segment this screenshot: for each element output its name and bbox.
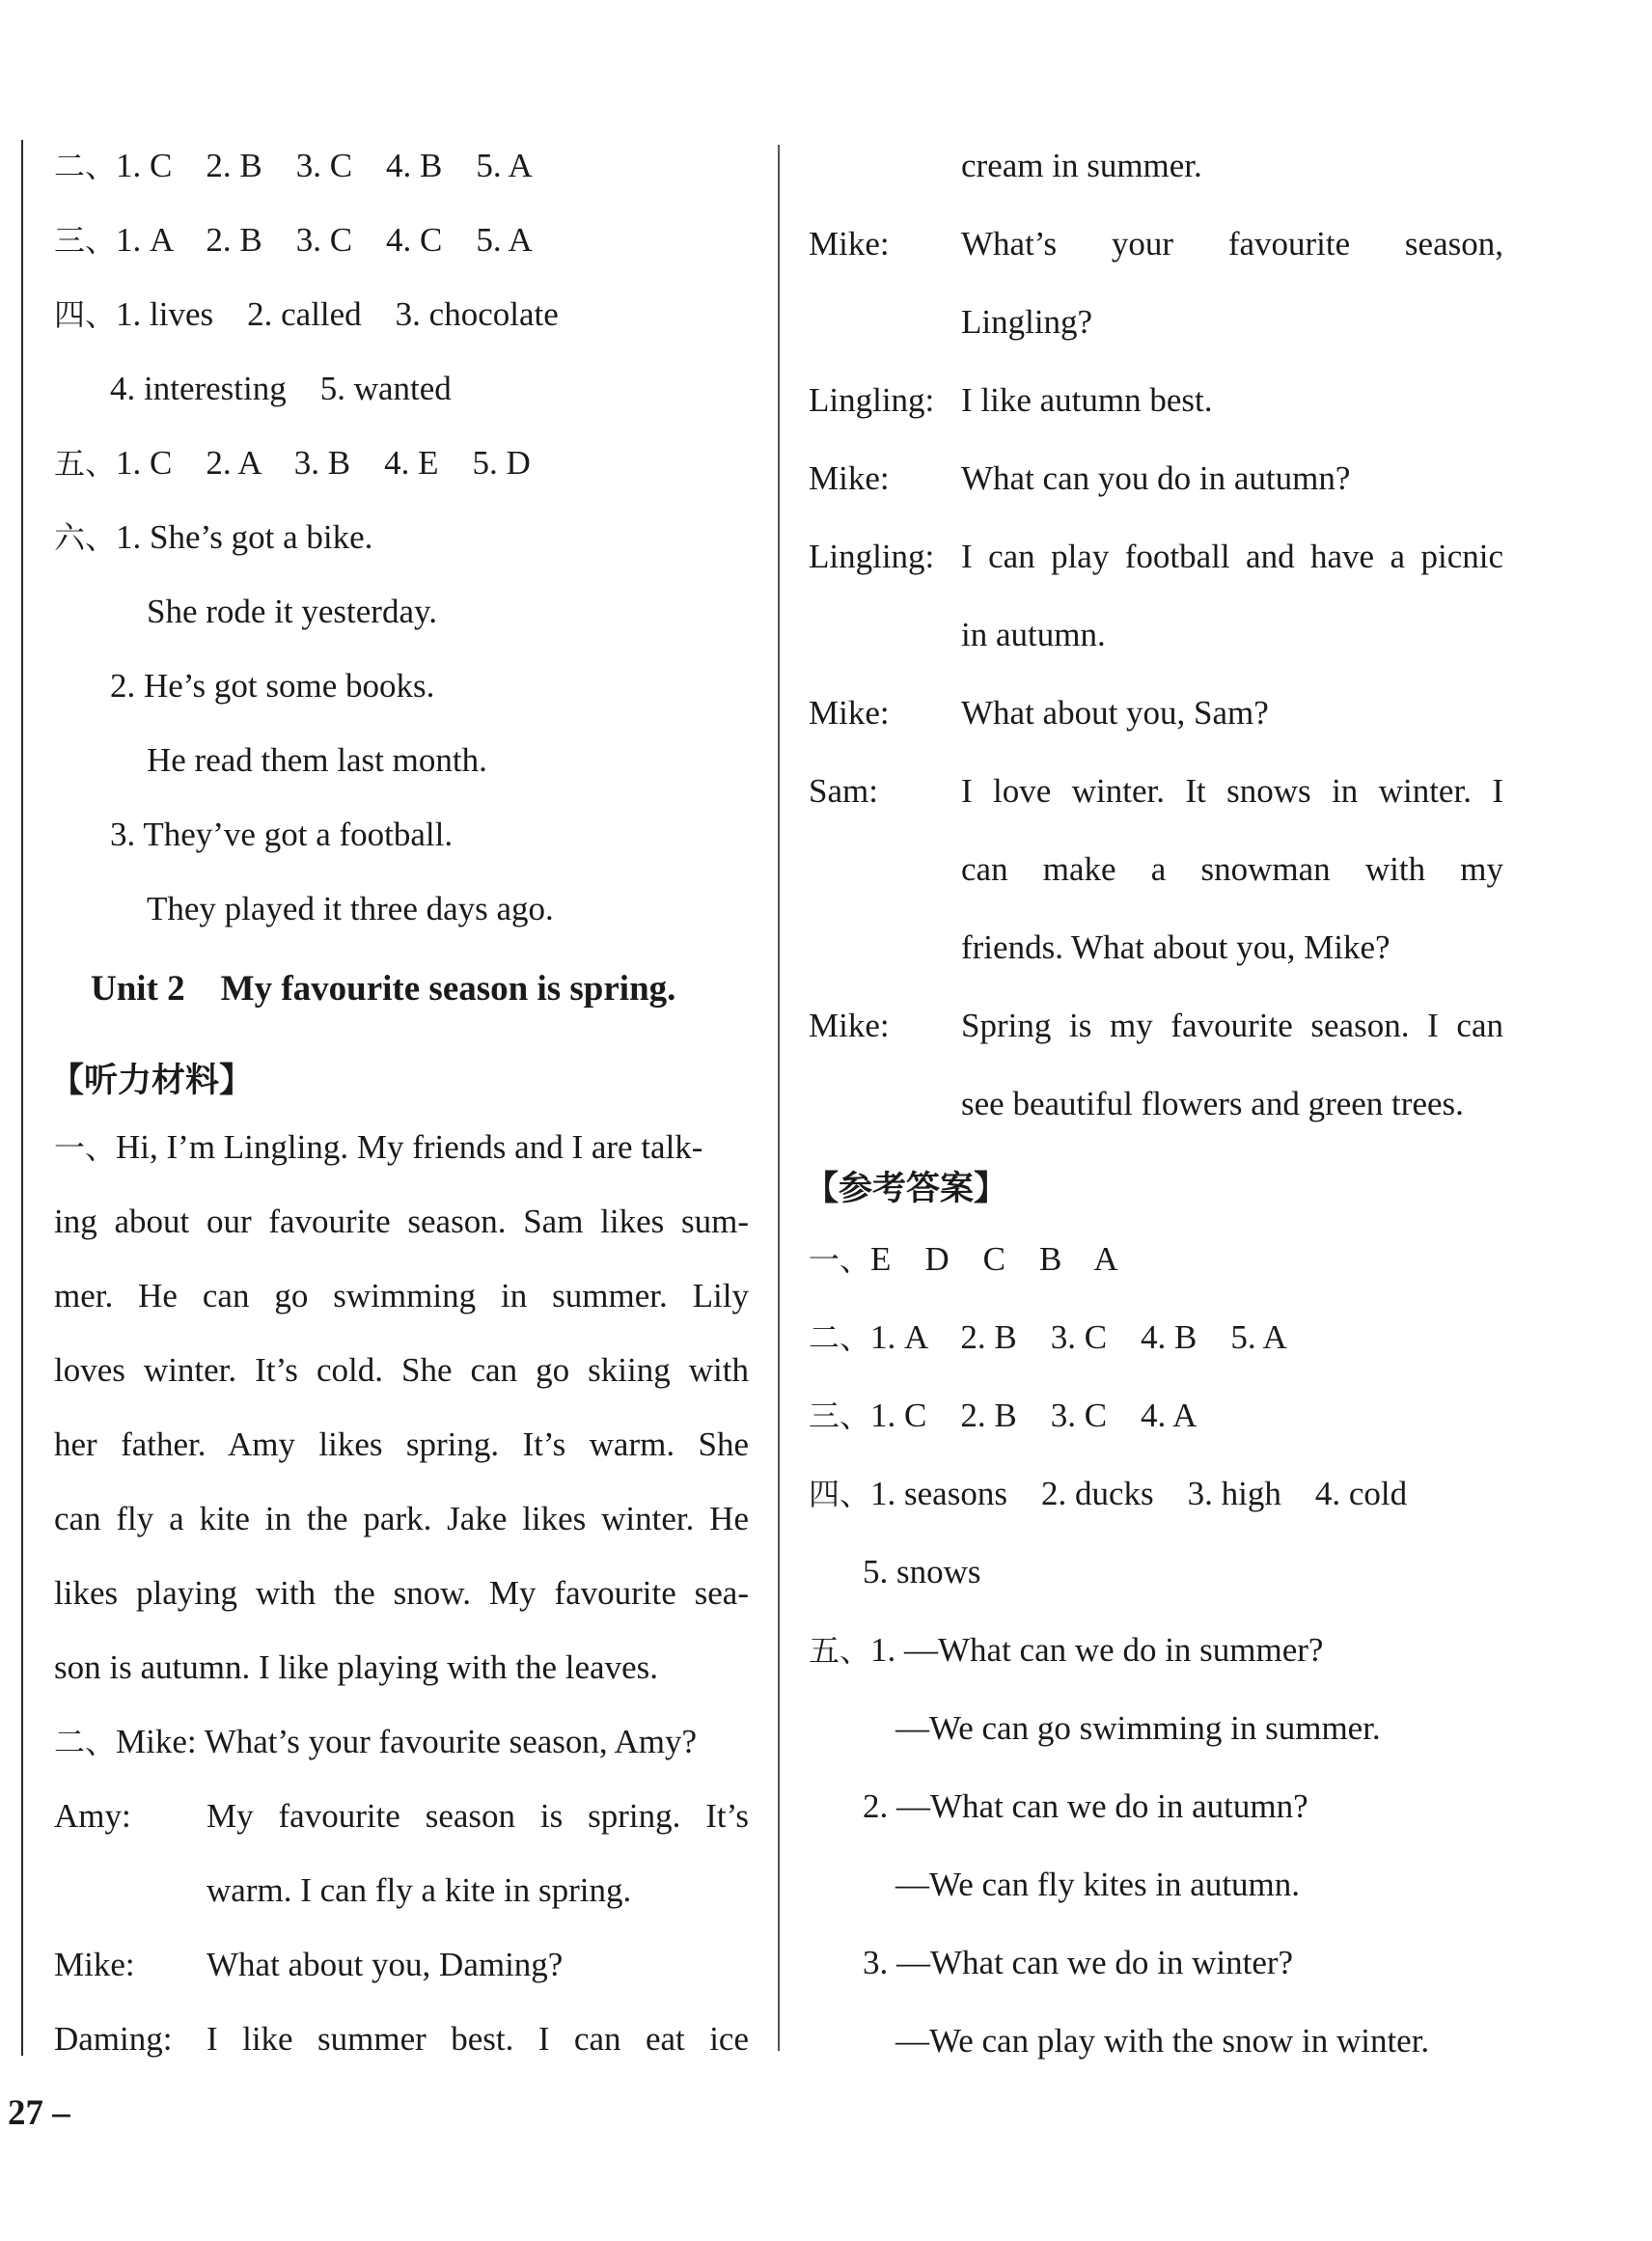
dialog-line: warm. I can fly a kite in spring. bbox=[206, 1871, 632, 1909]
answer-line: 一、E D C B A bbox=[809, 1240, 1118, 1278]
answer-line: She rode it yesterday. bbox=[147, 593, 437, 630]
page-edge-line bbox=[21, 140, 23, 2056]
answer-line: 六、1. She’s got a bike. bbox=[54, 518, 373, 556]
dialog-line: see beautiful flowers and green trees. bbox=[961, 1085, 1464, 1122]
answer-line: —We can go swimming in summer. bbox=[895, 1709, 1381, 1747]
answer-line: 3. —What can we do in winter? bbox=[863, 1944, 1294, 1981]
unit-title: Unit 2 My favourite season is spring. bbox=[91, 969, 676, 1009]
column-divider bbox=[778, 145, 780, 2051]
answer-line: 四、1. seasons 2. ducks 3. high 4. cold bbox=[809, 1475, 1408, 1512]
dialog-line: What’s your favourite season, bbox=[961, 225, 1503, 263]
answer-line: 二、1. A 2. B 3. C 4. B 5. A bbox=[809, 1318, 1287, 1356]
answer-line: —We can fly kites in autumn. bbox=[895, 1866, 1301, 1903]
dialog-line: What about you, Sam? bbox=[961, 694, 1269, 732]
dialog-line: Spring is my favourite season. I can bbox=[961, 1007, 1503, 1044]
dialog-line: 二、Mike: What’s your favourite season, Amy? bbox=[54, 1723, 698, 1760]
answers-heading: 【参考答案】 bbox=[805, 1170, 1008, 1208]
dialog-line: What can you do in autumn? bbox=[961, 459, 1351, 497]
dialog-line: I can play football and have a picnic bbox=[961, 538, 1503, 575]
answer-line: 三、1. A 2. B 3. C 4. C 5. A bbox=[54, 221, 533, 259]
answer-line: They played it three days ago. bbox=[147, 890, 554, 927]
dialog-line: I like autumn best. bbox=[961, 381, 1213, 419]
dialog-line: can make a snowman with my bbox=[961, 850, 1503, 888]
para-line: can fly a kite in the park. Jake likes winter. He bbox=[54, 1500, 749, 1537]
dialog-speaker: Daming: bbox=[54, 2020, 173, 2058]
dialog-speaker: Mike: bbox=[809, 459, 890, 497]
dialog-speaker: Mike: bbox=[809, 1007, 890, 1044]
page-number: 27 – bbox=[8, 2093, 70, 2133]
dialog-line: I like summer best. I can eat ice bbox=[206, 2020, 749, 2058]
answer-line: He read them last month. bbox=[147, 741, 487, 779]
answer-line: 四、1. lives 2. called 3. chocolate bbox=[54, 295, 559, 333]
dialog-speaker: Mike: bbox=[54, 1946, 135, 1983]
dialog-speaker: Mike: bbox=[809, 694, 890, 732]
dialog-speaker: Lingling: bbox=[809, 381, 935, 419]
dialog-line: cream in summer. bbox=[961, 147, 1202, 184]
para-line: loves winter. It’s cold. She can go skiing with bbox=[54, 1351, 749, 1389]
answer-line: 2. —What can we do in autumn? bbox=[863, 1787, 1308, 1825]
para-line: son is autumn. I like playing with the leaves. bbox=[54, 1648, 659, 1686]
dialog-speaker: Sam: bbox=[809, 772, 878, 810]
dialog-line: Lingling? bbox=[961, 303, 1093, 341]
answer-line: 二、1. C 2. B 3. C 4. B 5. A bbox=[54, 147, 533, 184]
dialog-speaker: Lingling: bbox=[809, 538, 935, 575]
dialog-line: My favourite season is spring. It’s bbox=[206, 1797, 749, 1835]
para-line: likes playing with the snow. My favourite sea- bbox=[54, 1574, 749, 1612]
dialog-speaker: Mike: bbox=[809, 225, 890, 263]
para-line: ing about our favourite season. Sam likes sum- bbox=[54, 1203, 749, 1240]
answer-line: 5. snows bbox=[863, 1553, 981, 1591]
listening-heading: 【听力材料】 bbox=[50, 1062, 254, 1100]
dialog-line: in autumn. bbox=[961, 616, 1106, 653]
answer-line: 五、1. C 2. A 3. B 4. E 5. D bbox=[54, 444, 531, 482]
answer-line: 五、1. —What can we do in summer? bbox=[809, 1631, 1324, 1669]
dialog-line: What about you, Daming? bbox=[206, 1946, 564, 1983]
dialog-line: I love winter. It snows in winter. I bbox=[961, 772, 1503, 810]
dialog-line: friends. What about you, Mike? bbox=[961, 928, 1390, 966]
para-line: 一、Hi, I’m Lingling. My friends and I are talk- bbox=[54, 1128, 703, 1166]
answer-line: —We can play with the snow in winter. bbox=[895, 2022, 1430, 2060]
answer-line: 3. They’ve got a football. bbox=[110, 816, 454, 853]
para-line: her father. Amy likes spring. It’s warm. She bbox=[54, 1425, 749, 1463]
answer-line: 2. He’s got some books. bbox=[110, 667, 435, 705]
answer-line: 三、1. C 2. B 3. C 4. A bbox=[809, 1397, 1198, 1434]
para-line: mer. He can go swimming in summer. Lily bbox=[54, 1277, 749, 1314]
answer-line: 4. interesting 5. wanted bbox=[110, 370, 452, 407]
dialog-speaker: Amy: bbox=[54, 1797, 131, 1835]
